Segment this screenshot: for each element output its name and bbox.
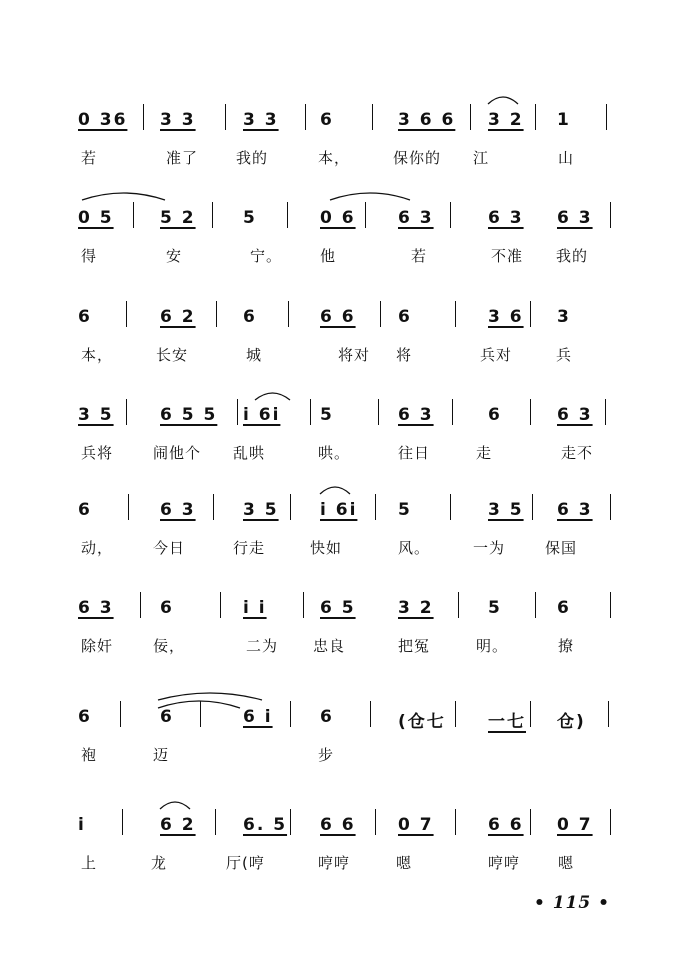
lyric-syllable: 撩 <box>558 637 575 655</box>
lyric-syllable: 我的 <box>236 149 269 167</box>
notation-token: 6 3 <box>557 208 593 228</box>
lyric-syllable: 迈 <box>153 746 170 764</box>
lyric-syllable: 嗯 <box>558 854 575 872</box>
music-system <box>0 707 690 787</box>
barline <box>220 592 221 618</box>
lyric-syllable: 把冤 <box>398 637 431 655</box>
lyric-syllable: 将 <box>396 346 413 364</box>
barline <box>213 494 214 520</box>
barline <box>200 701 201 727</box>
barline <box>455 701 456 727</box>
barline <box>126 301 127 327</box>
notation-token: 3 3 <box>243 110 279 130</box>
barline <box>237 399 238 425</box>
page-number: • 115 • <box>533 893 610 913</box>
lyric-syllable: 乱哄 <box>233 444 266 462</box>
lyric-syllable: 哄。 <box>318 444 351 462</box>
barline <box>365 202 366 228</box>
barline <box>610 202 611 228</box>
lyric-syllable: 行走 <box>233 539 266 557</box>
barline <box>455 301 456 327</box>
notation-token: 3 2 <box>398 598 434 618</box>
music-system <box>0 598 690 678</box>
barline <box>370 701 371 727</box>
notation-token: 6 3 <box>160 500 196 520</box>
barline <box>290 494 291 520</box>
music-system <box>0 815 690 895</box>
barline <box>470 104 471 130</box>
notation-token: i i <box>243 598 267 618</box>
barline <box>133 202 134 228</box>
lyric-syllable: 若 <box>411 247 428 265</box>
notation-token: 6 2 <box>160 307 196 327</box>
lyric-syllable: 龙 <box>151 854 168 872</box>
lyric-syllable: 本， <box>318 149 351 167</box>
notation-token: 6 <box>160 707 174 727</box>
notation-token: 3 6 6 <box>398 110 456 130</box>
barline <box>290 701 291 727</box>
lyric-syllable: 上 <box>81 854 98 872</box>
notation-token: 6 5 <box>320 598 356 618</box>
lyric-syllable: 准了 <box>166 149 199 167</box>
notation-token: 3 5 <box>78 405 114 425</box>
barline <box>530 301 531 327</box>
lyric-syllable: 佞， <box>153 637 186 655</box>
notation-token: 6 <box>78 500 92 520</box>
lyric-syllable: 不准 <box>491 247 524 265</box>
notation-token: 6 3 <box>488 208 524 228</box>
lyric-syllable: 长安 <box>156 346 189 364</box>
music-system <box>0 110 690 190</box>
notation-token: i <box>78 815 86 835</box>
notation-token: 6 6 <box>320 307 356 327</box>
barline <box>290 809 291 835</box>
barline <box>608 701 609 727</box>
barline <box>216 301 217 327</box>
notation-token: 6 3 <box>557 405 593 425</box>
barline <box>532 494 533 520</box>
barline <box>305 104 306 130</box>
barline <box>535 592 536 618</box>
notation-token: 6 <box>398 307 412 327</box>
lyric-syllable: 宁。 <box>250 247 283 265</box>
notation-token: 6 3 <box>557 500 593 520</box>
barline <box>610 809 611 835</box>
notation-token: 5 2 <box>160 208 196 228</box>
barline <box>140 592 141 618</box>
lyric-syllable: 他 <box>320 247 337 265</box>
notation-token: 一七 <box>488 712 526 732</box>
notation-token: 0 5 <box>78 208 114 228</box>
lyric-syllable: 哼哼 <box>318 854 351 872</box>
notation-token: 5 <box>398 500 412 520</box>
lyric-syllable: 今日 <box>153 539 186 557</box>
notation-token: 0 6 <box>320 208 356 228</box>
barline <box>530 399 531 425</box>
lyric-syllable: 保国 <box>545 539 578 557</box>
notation-token: 5 <box>320 405 334 425</box>
notation-token: 6 3 <box>398 208 434 228</box>
barline <box>288 301 289 327</box>
lyric-syllable: 步 <box>318 746 335 764</box>
notation-token: 6 6 <box>320 815 356 835</box>
barline <box>605 399 606 425</box>
barline <box>606 104 607 130</box>
music-system <box>0 208 690 288</box>
barline <box>128 494 129 520</box>
notation-token: 3 2 <box>488 110 524 130</box>
lyric-syllable: 明。 <box>476 637 509 655</box>
notation-token: 6 <box>557 598 571 618</box>
barline <box>450 494 451 520</box>
notation-token: 6 6 <box>488 815 524 835</box>
barline <box>303 592 304 618</box>
barline <box>310 399 311 425</box>
barline <box>375 809 376 835</box>
barline <box>610 592 611 618</box>
barline <box>225 104 226 130</box>
lyric-syllable: 城 <box>246 346 263 364</box>
barline <box>122 809 123 835</box>
notation-token: 0 36 <box>78 110 128 130</box>
notation-token: 1 <box>557 110 571 130</box>
notation-token: 6 <box>488 405 502 425</box>
lyric-syllable: 将对 <box>338 346 371 364</box>
lyric-syllable: 二为 <box>246 637 279 655</box>
barline <box>455 809 456 835</box>
notation-token: 6 <box>243 307 257 327</box>
lyric-syllable: 兵将 <box>81 444 114 462</box>
notation-token: 6 <box>160 598 174 618</box>
notation-token: 0 7 <box>398 815 434 835</box>
music-system <box>0 500 690 580</box>
notation-token: 6 <box>78 307 92 327</box>
barline <box>458 592 459 618</box>
notation-token: 6 3 <box>78 598 114 618</box>
lyric-syllable: 一为 <box>473 539 506 557</box>
barline <box>450 202 451 228</box>
lyric-syllable: 除奸 <box>81 637 114 655</box>
barline <box>535 104 536 130</box>
barline <box>530 809 531 835</box>
notation-token: 6 <box>320 707 334 727</box>
barline <box>380 301 381 327</box>
barline <box>452 399 453 425</box>
notation-token: i 6i <box>320 500 358 520</box>
lyric-syllable: 风。 <box>398 539 431 557</box>
lyric-syllable: 动， <box>81 539 114 557</box>
notation-token: 6 2 <box>160 815 196 835</box>
notation-token: 3 <box>557 307 571 327</box>
lyric-syllable: 走 <box>476 444 493 462</box>
lyric-syllable: 若 <box>81 149 98 167</box>
barline <box>120 701 121 727</box>
music-system <box>0 405 690 485</box>
barline <box>372 104 373 130</box>
lyric-syllable: 厅(哼 <box>226 854 265 872</box>
lyric-syllable: 嗯 <box>396 854 413 872</box>
barline <box>215 809 216 835</box>
notation-token: 6 i <box>243 707 273 727</box>
lyric-syllable: 哼哼 <box>488 854 521 872</box>
notation-token: 3 3 <box>160 110 196 130</box>
lyric-syllable: 得 <box>81 247 98 265</box>
lyric-syllable: 保你的 <box>393 149 442 167</box>
lyric-syllable: 走不 <box>561 444 594 462</box>
lyric-syllable: 忠良 <box>313 637 346 655</box>
music-system <box>0 307 690 387</box>
lyric-syllable: 本， <box>81 346 114 364</box>
notation-token: 6 <box>78 707 92 727</box>
barline <box>287 202 288 228</box>
barline <box>378 399 379 425</box>
notation-token: (仓七 <box>398 712 446 732</box>
lyric-syllable: 兵 <box>556 346 573 364</box>
lyric-syllable: 兵对 <box>480 346 513 364</box>
lyric-syllable: 往日 <box>398 444 431 462</box>
notation-token: 0 7 <box>557 815 593 835</box>
notation-token: 仓) <box>557 712 586 732</box>
barline <box>143 104 144 130</box>
lyric-syllable: 我的 <box>556 247 589 265</box>
notation-token: i 6i <box>243 405 281 425</box>
notation-token: 6 <box>320 110 334 130</box>
lyric-syllable: 快如 <box>310 539 343 557</box>
lyric-syllable: 安 <box>166 247 183 265</box>
lyric-syllable: 袍 <box>81 746 98 764</box>
lyric-syllable: 山 <box>558 149 575 167</box>
notation-token: 6. 5 <box>243 815 288 835</box>
notation-token: 6 3 <box>398 405 434 425</box>
notation-token: 3 5 <box>488 500 524 520</box>
lyric-syllable: 江 <box>473 149 490 167</box>
notation-token: 3 6 <box>488 307 524 327</box>
lyric-syllable: 闹他个 <box>153 444 202 462</box>
barline <box>212 202 213 228</box>
notation-token: 3 5 <box>243 500 279 520</box>
notation-token: 5 <box>488 598 502 618</box>
barline <box>610 494 611 520</box>
notation-token: 6 5 5 <box>160 405 218 425</box>
notation-token: 5 <box>243 208 257 228</box>
barline <box>126 399 127 425</box>
barline <box>530 701 531 727</box>
barline <box>375 494 376 520</box>
